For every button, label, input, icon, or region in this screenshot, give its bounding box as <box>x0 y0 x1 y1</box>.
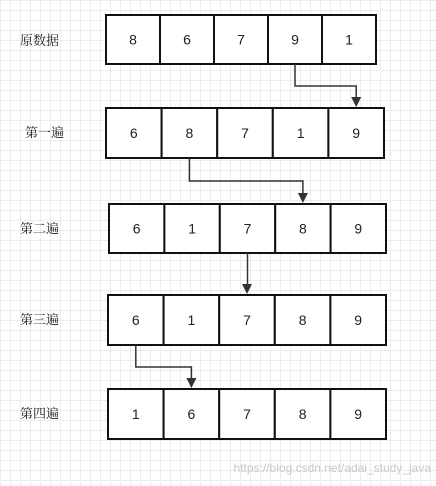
array-cell <box>160 15 214 64</box>
array-cell <box>108 295 164 345</box>
array-row <box>20 389 386 439</box>
array-cell <box>328 108 384 158</box>
array-cell <box>164 204 219 253</box>
cell-value: 7 <box>243 220 252 237</box>
row-label: 第四遍 <box>20 406 60 421</box>
cell-value: 9 <box>352 125 361 141</box>
cell-value: 9 <box>354 406 363 422</box>
cell-value: 8 <box>298 312 307 328</box>
array-cell <box>108 389 164 439</box>
cell-value: 7 <box>243 312 251 328</box>
arrow-line <box>136 345 192 379</box>
cell-value: 9 <box>291 31 299 48</box>
cell-value: 6 <box>131 312 140 328</box>
array-row <box>20 204 386 253</box>
row-label: 第二遍 <box>20 221 60 236</box>
array-row <box>25 108 384 158</box>
move-arrow <box>136 345 197 388</box>
cell-value: 7 <box>241 125 249 141</box>
cell-value: 8 <box>299 220 307 237</box>
arrow-head-icon <box>351 97 361 107</box>
array-cell <box>219 389 275 439</box>
row-label: 原数据 <box>20 33 60 48</box>
array-cell <box>330 295 386 345</box>
array-cell <box>275 295 331 345</box>
array-row <box>20 15 376 64</box>
cell-value: 1 <box>188 220 196 237</box>
array-cell <box>106 15 160 64</box>
cell-value: 8 <box>185 125 194 141</box>
rows <box>20 15 386 439</box>
cell-value: 6 <box>187 406 196 422</box>
arrow-line <box>189 158 303 194</box>
arrow-head-icon <box>186 378 196 388</box>
array-cell <box>268 15 322 64</box>
array-row <box>20 295 386 345</box>
array-cell <box>275 389 331 439</box>
row-label: 第三遍 <box>20 312 60 327</box>
array-cell <box>322 15 376 64</box>
array-cell <box>106 108 162 158</box>
arrow-head-icon <box>298 193 308 203</box>
cell-value: 6 <box>129 125 138 141</box>
array-cell <box>109 204 164 253</box>
cell-value: 6 <box>132 220 141 237</box>
array-cell <box>164 389 220 439</box>
array-cell <box>273 108 329 158</box>
cell-value: 1 <box>187 312 196 328</box>
watermark: https://blog.csdn.net/adai_study_java <box>233 461 431 475</box>
cell-value: 8 <box>129 31 137 48</box>
array-cell <box>214 15 268 64</box>
cell-value: 7 <box>237 31 245 48</box>
array-cell <box>219 295 275 345</box>
array-cell <box>162 108 218 158</box>
arrow-head-icon <box>242 284 252 294</box>
array-cell <box>330 389 386 439</box>
array-cell <box>331 204 386 253</box>
move-arrow <box>189 158 308 203</box>
array-cell <box>275 204 330 253</box>
array-cell <box>217 108 273 158</box>
cell-value: 6 <box>183 31 191 48</box>
array-cell <box>164 295 220 345</box>
move-arrow <box>242 253 252 294</box>
array-cell <box>220 204 275 253</box>
cell-value: 1 <box>296 125 305 141</box>
move-arrow <box>295 64 361 107</box>
cell-value: 1 <box>131 406 140 422</box>
cell-value: 9 <box>354 312 363 328</box>
cell-value: 1 <box>345 31 353 48</box>
cell-value: 9 <box>354 220 363 237</box>
row-label: 第一遍 <box>25 125 65 140</box>
arrow-line <box>295 64 356 98</box>
cell-value: 8 <box>298 406 307 422</box>
cell-value: 7 <box>243 406 251 422</box>
